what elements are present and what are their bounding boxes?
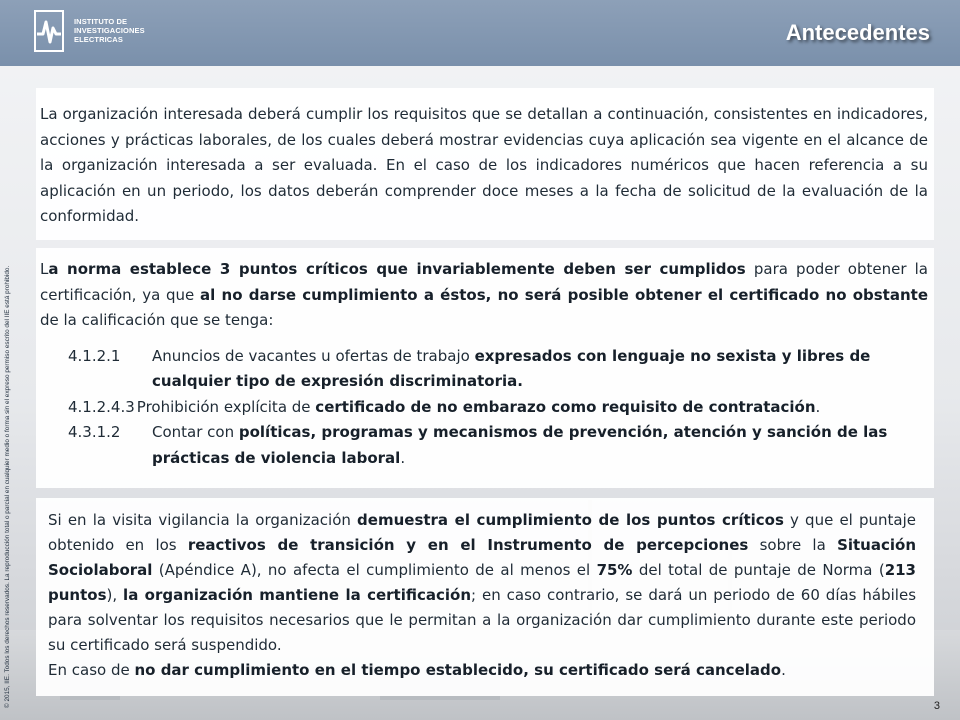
iie-logo[interactable]: [30, 6, 160, 56]
page-title: Antecedentes: [785, 20, 930, 45]
critical-points-list: [36, 334, 934, 472]
intro-panel: [36, 88, 934, 240]
list-item: 4.1.2.1 Anuncios de vacantes u ofertas de trabajo expresados con lenguaje no sexista y libres de cualquier tipo de expresión discriminatoria.: [68, 346, 871, 390]
header-bar: [0, 0, 960, 66]
intro-paragraph: La organización interesada deberá cumplir los requisitos que se detallan a continuación, consistentes en indicadores, acciones y prácticas laborales, de los cuales deberá mostrar evidencias cuya aplicación sea vigente en el alcance de la organización interesada a ser evaluada. En el caso de los indicadores numéricos que hacen referencia a su aplicación en un periodo, los datos deberán comprender doce meses a la fecha de solicitud de la evaluación de la conformidad.: [40, 105, 928, 225]
iie-logo-icon: [34, 10, 64, 52]
surveillance-panel: [36, 498, 934, 696]
copyright-notice: © 2015, IIE. Todos los derechos reservados. La reproducción total o parcial en cualquier medio o forma sin el expreso permiso escrito del IIE está prohibido.: [4, 265, 11, 708]
page-number: 3: [933, 700, 940, 712]
logo-text: INSTITUTO DE INVESTIGACIONES ELECTRICAS: [74, 17, 145, 44]
list-item: 4.3.1.2 Contar con políticas, programas y mecanismos de prevención, atención y sanción de las prácticas de violencia laboral.: [68, 423, 888, 467]
list-item: 4.1.2.4.3 Prohibición explícita de certificado de no embarazo como requisito de contratación.: [68, 397, 821, 416]
critical-points-panel: [36, 248, 934, 488]
cancel-paragraph: En caso de no dar cumplimiento en el tiempo establecido, su certificado será cancelado.: [48, 661, 786, 679]
norm-paragraph: La norma establece 3 puntos críticos que invariablemente deben ser cumplidos para poder obtener la certificación, ya que al no darse cumplimiento a éstos, no será posible obtener el certificado no obstante de la calificación que se tenga:: [40, 260, 928, 329]
visit-paragraph: Si en la visita vigilancia la organización demuestra el cumplimiento de los puntos críticos y que el puntaje obtenido en los reactivos de transición y en el Instrumento de percepciones sobre la Situación Sociolaboral (Apéndice A), no afecta el cumplimiento de al menos el 75% del total de puntaje de Norma (213 puntos), la organización mantiene la certificación; en caso contrario, se dará un periodo de 60 días hábiles para solventar los requisitos necesarios que le permitan a la organización dar cumplimiento durante este periodo su certificado será suspendido.: [48, 511, 917, 654]
